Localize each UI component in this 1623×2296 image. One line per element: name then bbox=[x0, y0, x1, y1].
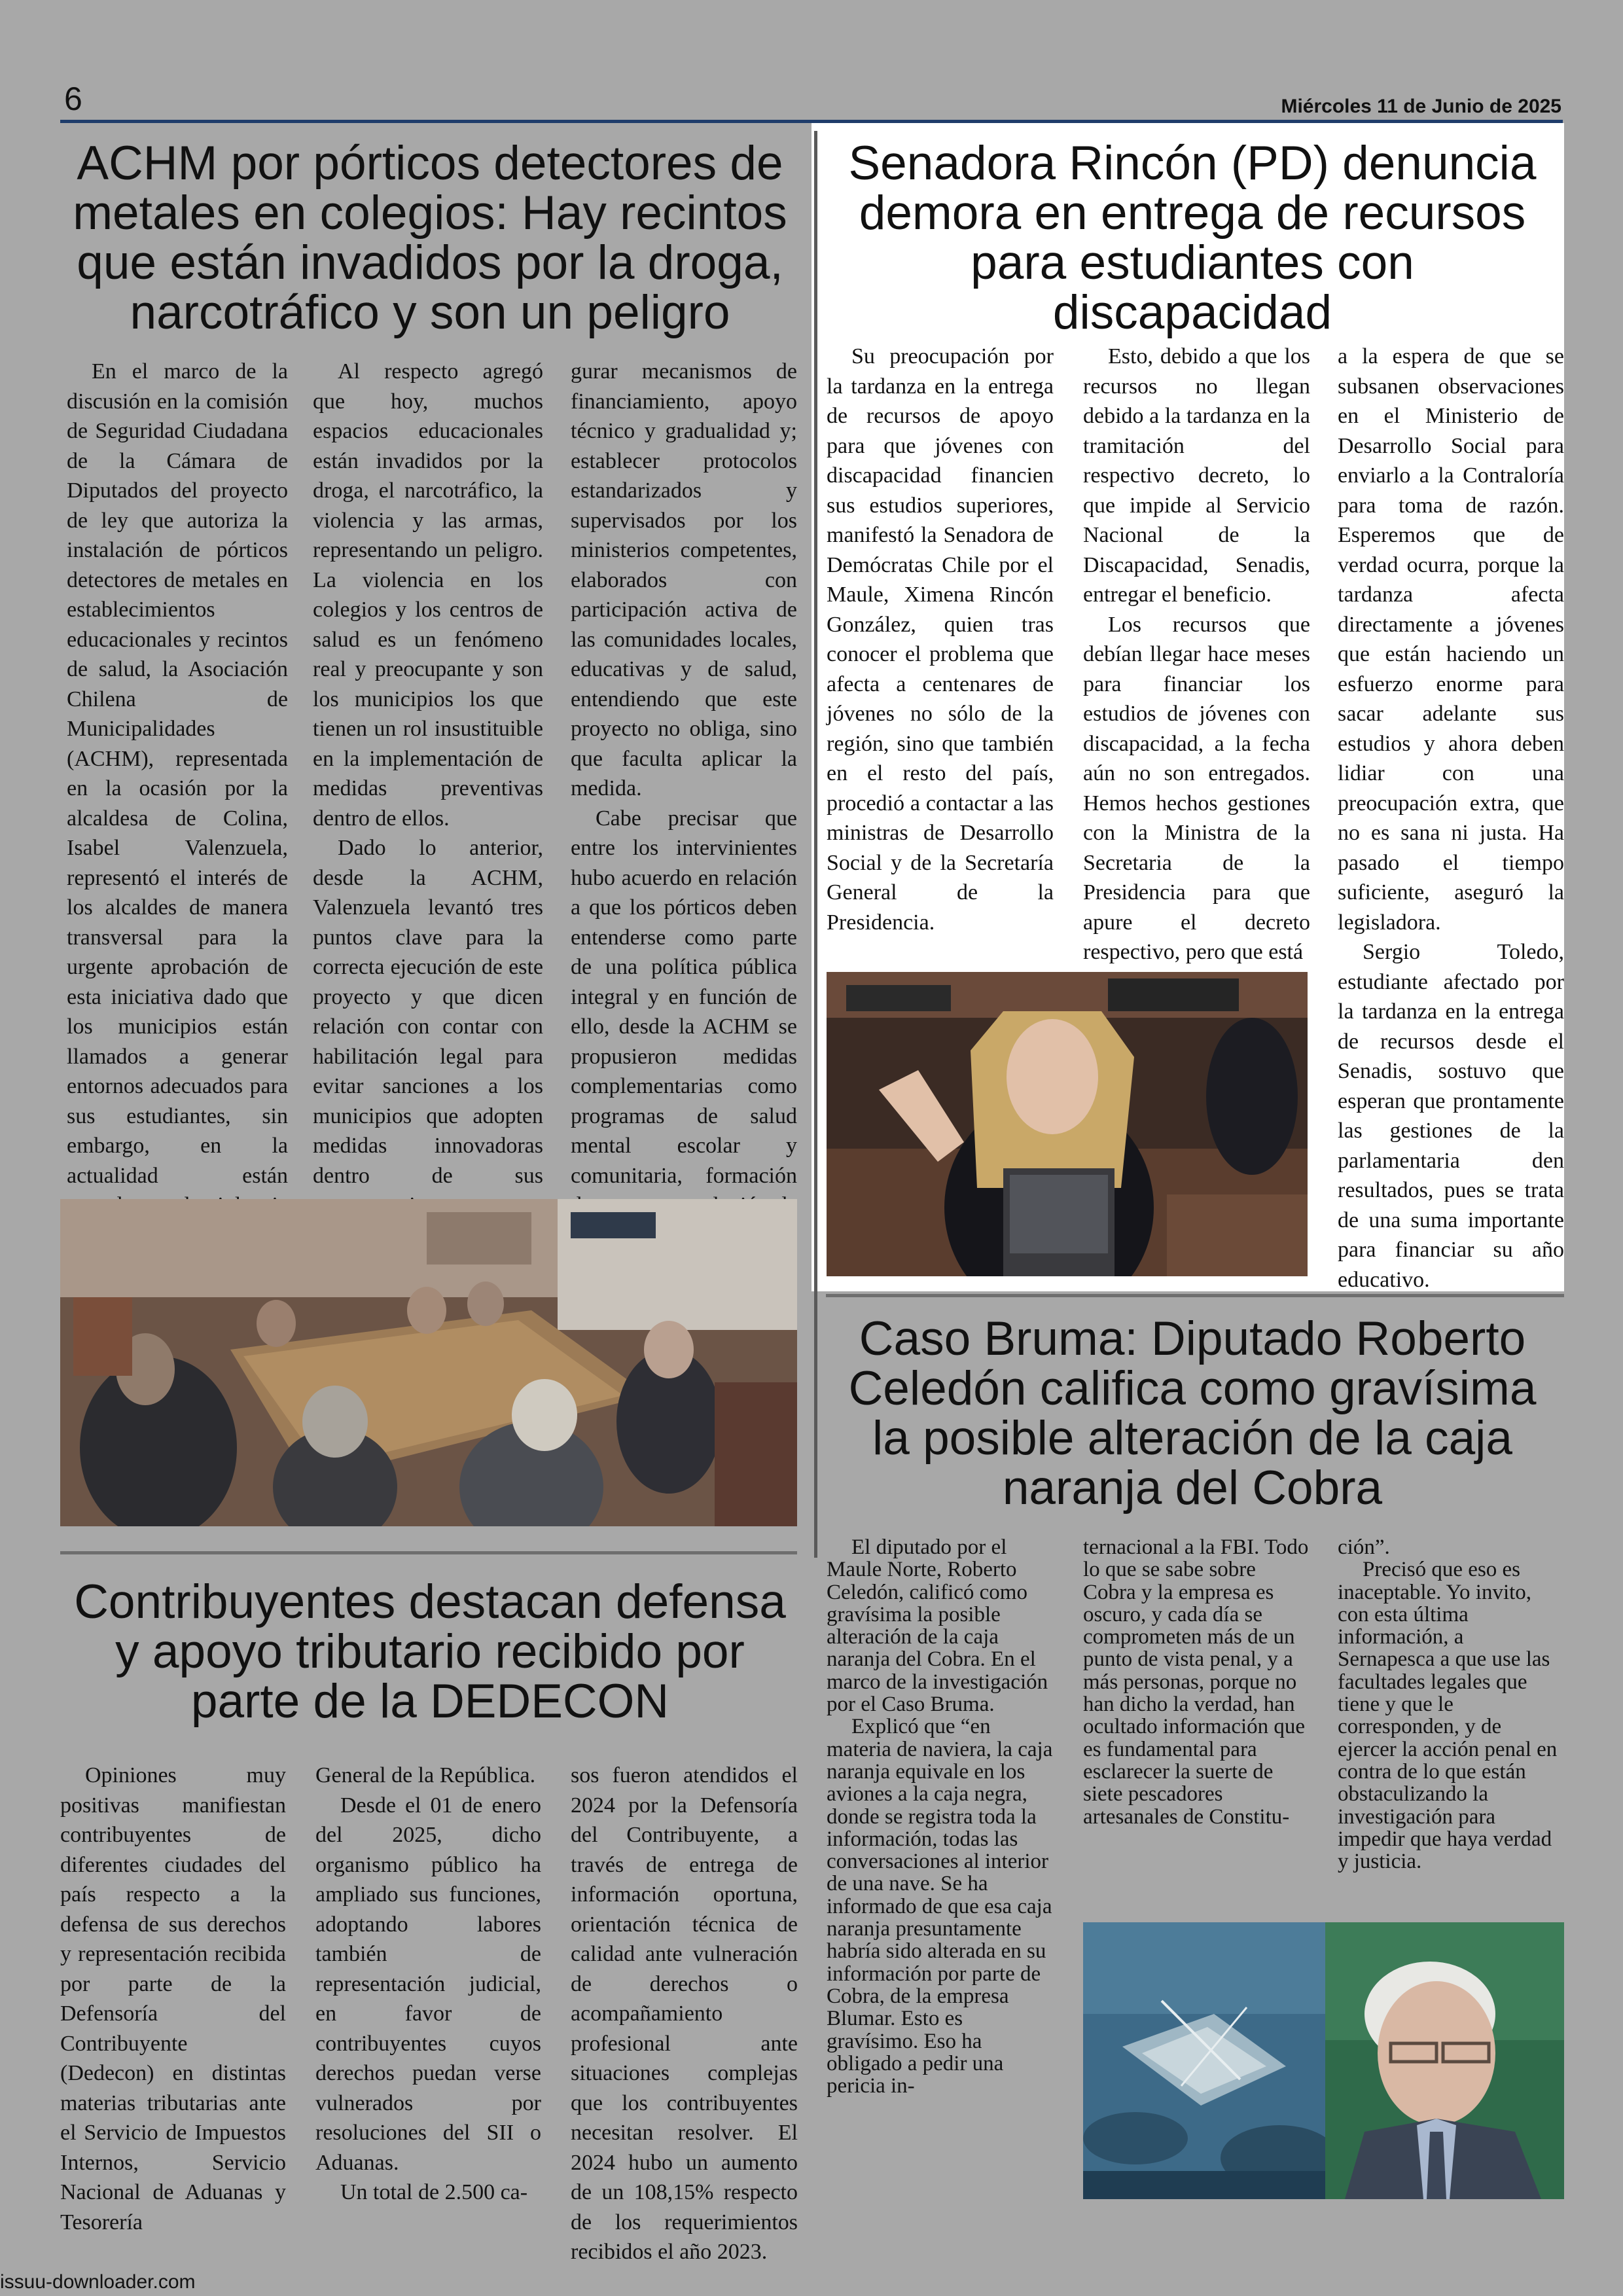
article2-col3 bbox=[1338, 342, 1564, 1295]
paragraph: Sergio Toledo, estudiante afectado por la tardanza en la entrega de recursos desde el Senadis, sostuvo que esperan que prontamente las gestiones de la parlamentaria den resultados, pues se trata de una suma importante para financiar su año educativo. bbox=[1338, 940, 1564, 1292]
paragraph: Al respecto agregó que hoy, muchos espacios educacionales están invadidos por la droga, el narcotráfico, la violencia y las armas, representando un peligro. La violencia en los colegios y los centros de salud es un fenómeno real y preocupante y son los municipios los que tienen un rol insustituible en la implementación de medidas preventivas dentro de ellos. bbox=[313, 359, 543, 831]
article1-title: ACHM por pórticos detectores de metales en colegios: Hay recintos que están invadidos por la droga, narcotráfico y son un peligro bbox=[73, 137, 787, 339]
article3-col2 bbox=[1083, 1536, 1310, 1828]
section-rule bbox=[60, 1551, 797, 1554]
paragraph: El diputado por el Maule Norte, Roberto Celedón, calificó como gravísima la posible alteración de la caja naranja del Cobra. En el marco de la investigación por el Caso Bruma. bbox=[827, 1535, 1048, 1717]
paragraph: Los recursos que debían llegar hace meses para financiar los estudios de jóvenes con discapacidad, a la fecha aún no son entregados. Hemos hechos gestiones con la Ministra de la Secretaria de la Presidencia para que apure el decreto respectivo, pero que está bbox=[1083, 612, 1310, 964]
paragraph: En el marco de la discusión en la comisión de Seguridad Ciudadana de la Cámara de Diputados del proyecto de ley que autoriza la instalación de pórticos detectores de metales en establecimientos educacionales y recintos de salud, la Asociación Chilena de Municipalidades (ACHM), representada en la ocasión por la alcaldesa de Colina, Isabel Valenzuela, representó el interés de los alcaldes de manera transversal para la urgente aprobación de esta iniciativa dado que los municipios están llamados a generar entornos adecuados para sus estudiantes, sin embargo, en la actualidad están bbox=[67, 359, 288, 1188]
deputy-photo bbox=[1325, 1922, 1564, 2199]
article2-col2 bbox=[1083, 342, 1310, 967]
paragraph: a la espera de que se subsanen observaciones en el Ministerio de Desarrollo Social para enviarlo a la Contraloría para toma de razón. Esperemos que de verdad ocurra, porque la tardanza afecta directamente a jóvenes que están haciendo un esfuerzo enorme para sacar adelante sus estudios y ahora deben lidiar con una preocupación extra, que no es sana ni justa. Ha pasado el tiempo suficiente, aseguró la legisladora. bbox=[1338, 344, 1564, 935]
paragraph: Precisó que eso es inaceptable. Yo invito, con esta última información, a Sernapesca a que use las facultades legales que tiene y que le corresponden, y de ejercer la acción penal en contra de lo que están obstaculizando la investigación para impedir que haya verdad y justicia. bbox=[1338, 1558, 1558, 1874]
section-rule bbox=[826, 1294, 1564, 1297]
paragraph: Cabe precisar que entre los intervinientes hubo acuerdo en relación a que los pórticos deben entenderse como parte de una política pública integral y en función de ello, desde la ACHM se propusieron medidas complementarias como programas de salud mental escolar y comunitaria, formación bbox=[571, 806, 797, 1188]
paragraph: gurar mecanismos de financiamiento, apoyo técnico y gradualidad y; establecer protocolos estandarizados y supervisados por los ministerios competentes, elaborados con participación activa de las comunidades locales, educativas y de salud, entendiendo que este proyecto no obliga, sino que faculta aplicar la medida. bbox=[571, 359, 797, 800]
paragraph: Desde el 01 de enero del 2025, dicho organismo público ha ampliado sus funciones, adoptando labores también de representación judicial, en favor de contribuyentes cuyos derechos puedan verse vulnerados por resoluciones del SII o Aduanas. bbox=[315, 1793, 541, 2175]
article4-col3 bbox=[571, 1761, 798, 2267]
article4-title: Contribuyentes destacan defensa y apoyo tributario recibido por parte de la DEDECON bbox=[74, 1575, 786, 1728]
commission-meeting-photo bbox=[60, 1199, 797, 1526]
paragraph: Esto, debido a que los recursos no llegan debido a la tardanza en la tramitación del respectivo decreto, lo que impide al Servicio Nacional de la Discapacidad, Senadis, entregar el beneficio. bbox=[1083, 344, 1310, 607]
paragraph: ción”. bbox=[1338, 1535, 1390, 1559]
paragraph: General de la República. bbox=[315, 1763, 536, 1787]
article1-col3 bbox=[571, 357, 797, 1280]
deputy-portrait-illustration bbox=[1325, 1922, 1564, 2199]
article3-col1 bbox=[827, 1536, 1054, 2097]
paragraph: Un total de 2.500 ca- bbox=[340, 2180, 528, 2204]
paragraph: Dado lo anterior, desde la ACHM, Valenzuela levantó tres puntos clave para la correcta ejecución de este proyecto y que dicen relación con contar con habilitación legal para evitar sanciones a los municipios que adopten medidas innovadoras dentro de sus bbox=[313, 836, 543, 1188]
shipwreck-photo bbox=[1083, 1922, 1325, 2199]
article1-col1 bbox=[67, 357, 288, 1250]
sea-debris-illustration bbox=[1083, 1922, 1325, 2199]
issue-date: Miércoles 11 de Junio de 2025 bbox=[1281, 96, 1561, 117]
senate-hall-illustration bbox=[827, 972, 1308, 1276]
article3-col3 bbox=[1338, 1536, 1564, 1873]
paragraph: Su preocupación por la tardanza en la entrega de recursos de apoyo para que jóvenes con discapacidad financien sus estudios superiores, manifestó la Senadora de Demócratas Chile por el Maule, Ximena Rincón González, quien tras conocer el problema que afecta a centenares de jóvenes no sólo de la región, sino que también en el resto del país, procedió a contactar a las ministras de Desarrollo Social y de la Secretaría General de la Presidencia. bbox=[827, 344, 1054, 935]
senator-photo bbox=[827, 972, 1308, 1276]
article2-col1 bbox=[827, 342, 1054, 937]
column-divider bbox=[814, 131, 817, 1558]
paragraph: sos fueron atendidos el 2024 por la Defensoría del Contribuyente, a través de entrega de información oportuna, orientación técnica de calidad ante vulneración de derechos o acompañamiento profesional ante situaciones complejas que los contribuyentes necesitan resolver. El 2024 hubo un aumento de un 108,15% respecto de los requerimientos recibidos el año 2023. bbox=[571, 1763, 798, 2264]
article4-col1 bbox=[60, 1761, 286, 2237]
paragraph: Opiniones muy positivas manifiestan contribuyentes de diferentes ciudades del país respecto a la defensa de sus derechos y representación recibida por parte de la Defensoría del Contribuyente (Dedecon) en distintas materias tributarias ante el Servicio de Impuestos Internos, Servicio Nacional de Aduanas y Tesorería bbox=[60, 1763, 286, 2234]
paragraph: ternacional a la FBI. Todo lo que se sabe sobre Cobra y la empresa es oscuro, y cada día se comprometen más de un punto de vista penal, y a más personas, porque no han dicho la verdad, han ocultado información que es fundamental para esclarecer la suerte de siete pescadores artesanales de Constitu- bbox=[1083, 1535, 1309, 1829]
article1-col2 bbox=[313, 357, 543, 1221]
page-number: 6 bbox=[64, 81, 82, 117]
article2-title: Senadora Rincón (PD) denuncia demora en entrega de recursos para estudiantes con discapacidad bbox=[848, 137, 1537, 339]
source-watermark: issuu-downloader.com bbox=[0, 2271, 196, 2293]
article4-col2 bbox=[315, 1761, 541, 2208]
article3-title: Caso Bruma: Diputado Roberto Celedón califica como gravísima la posible alteración de la caja naranja del Cobra bbox=[848, 1312, 1537, 1515]
paragraph: Explicó que “en materia de naviera, la caja naranja equivale en los aviones a la caja negra, donde se registra toda la información, todas las conversaciones al interior de una nave. Se ha informado de que esa caja naranja presuntamente habría sido alterada en su información por parte de Cobra, de la empresa Blumar. Esto es gravísimo. Eso ha obligado a pedir una pericia in- bbox=[827, 1715, 1053, 2098]
meeting-room-illustration bbox=[60, 1199, 797, 1526]
